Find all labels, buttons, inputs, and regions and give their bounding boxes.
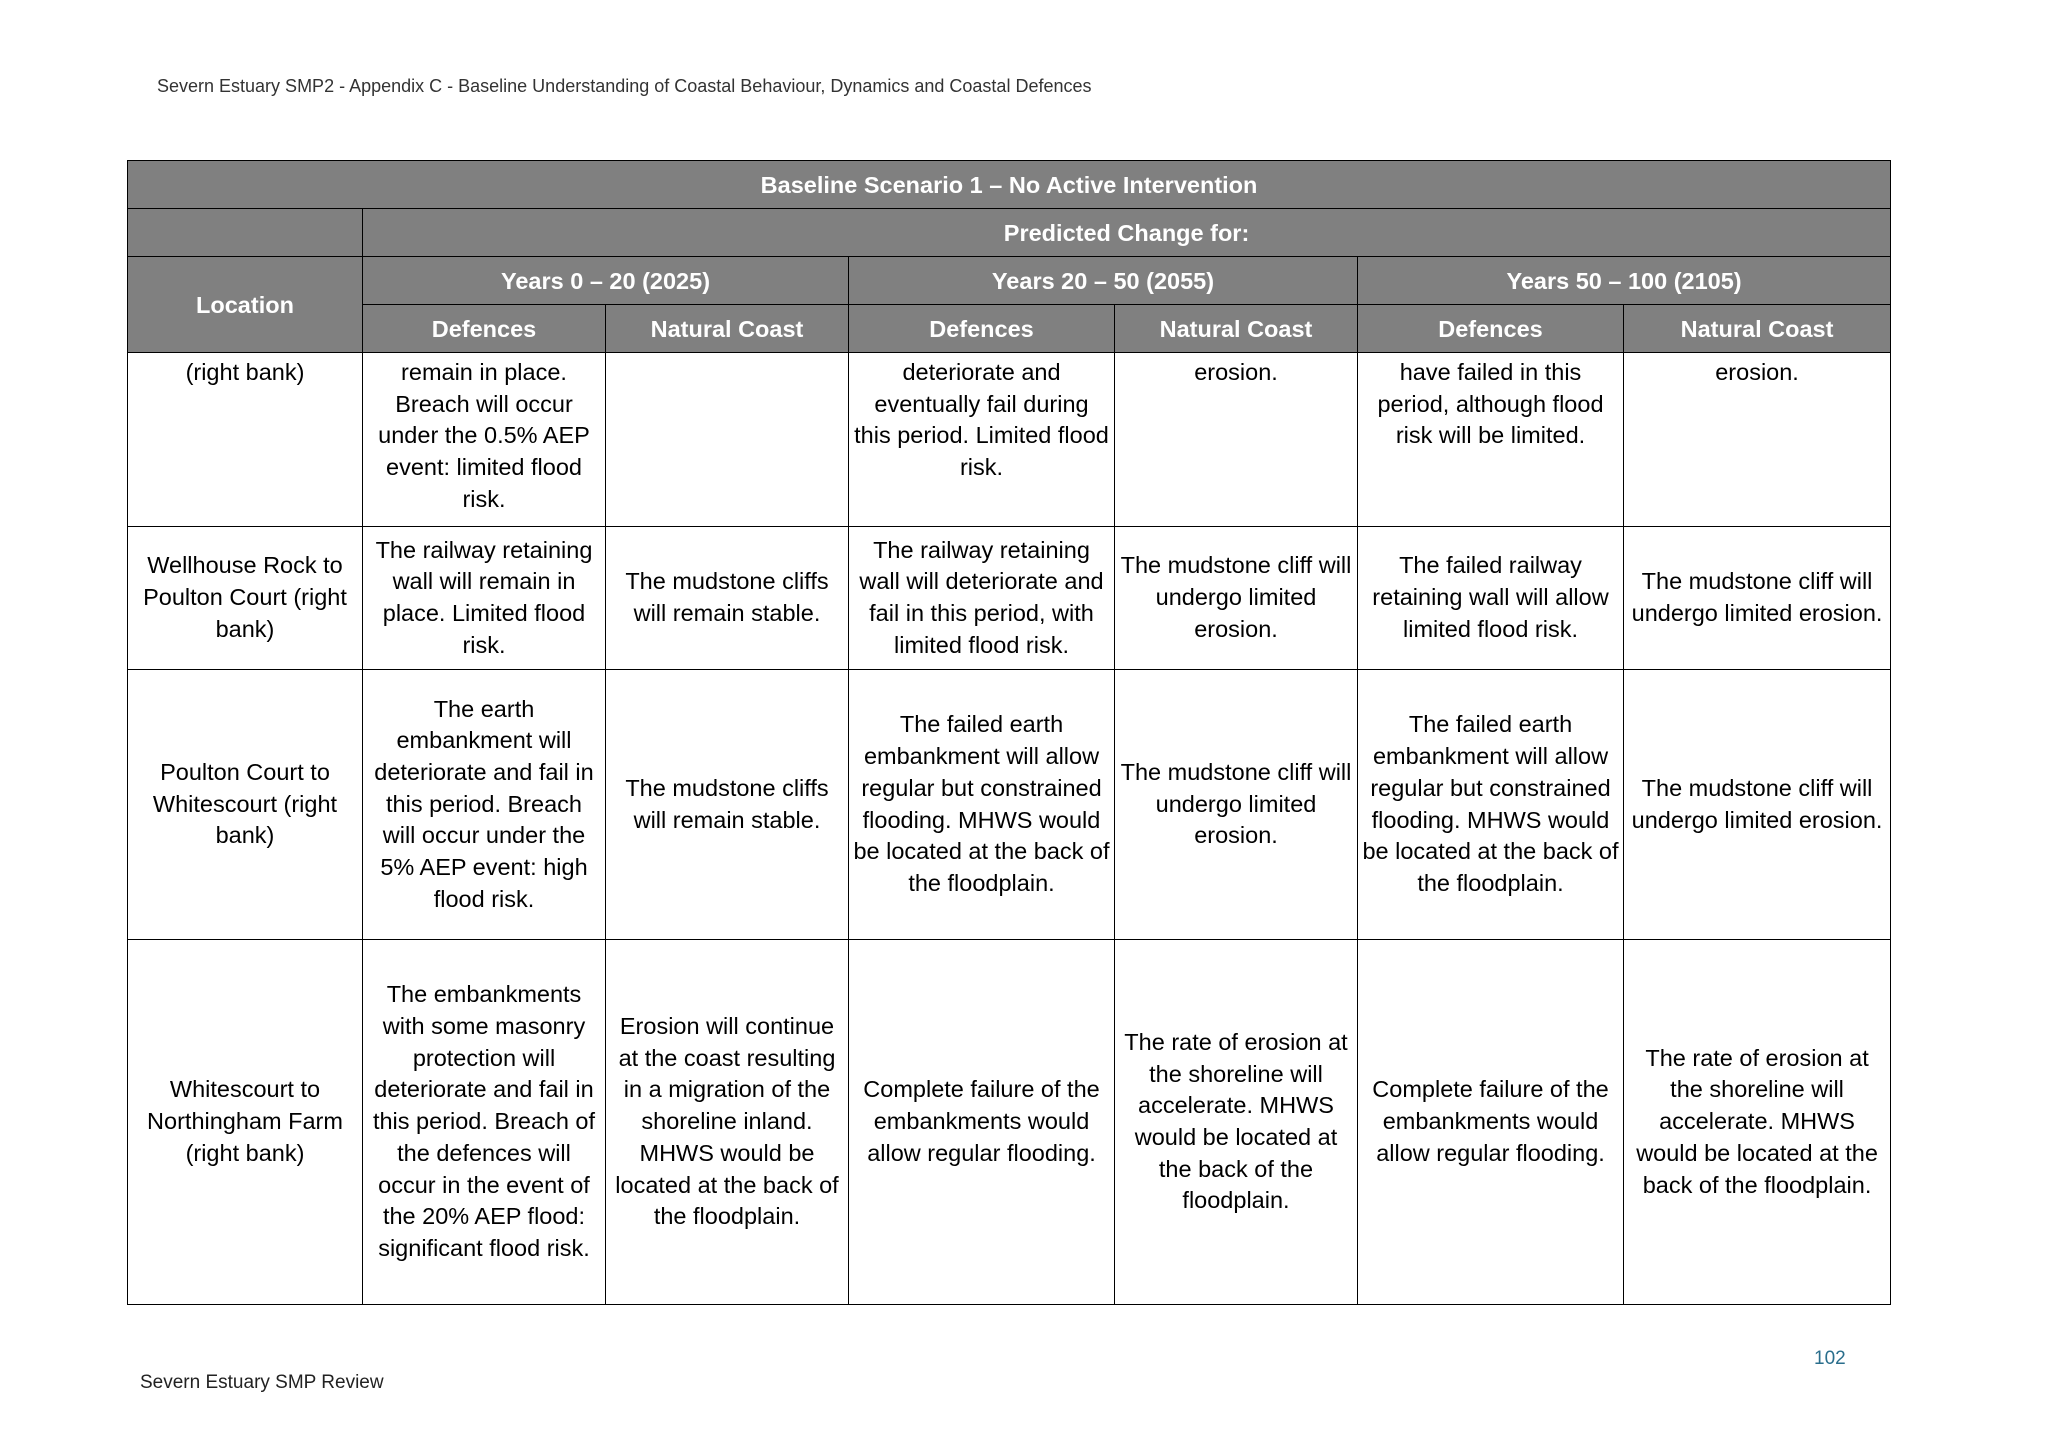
header-blank	[128, 209, 363, 257]
table-cell: Complete failure of the embankments would allow regular flooding.	[849, 940, 1115, 1305]
table-cell: The mudstone cliffs will remain stable.	[606, 670, 849, 940]
table-cell	[606, 353, 849, 527]
table-cell: erosion.	[1624, 353, 1891, 527]
table-cell: Complete failure of the embankments would allow regular flooding.	[1358, 940, 1624, 1305]
table-cell: The earth embankment will deteriorate and fail in this period. Breach will occur under the 5% AEP event: high flood risk.	[363, 670, 606, 940]
location-cell: (right bank)	[128, 353, 363, 527]
table-cell: have failed in this period, although flood risk will be limited.	[1358, 353, 1624, 527]
natural-coast-header: Natural Coast	[1115, 305, 1358, 353]
table-cell: deteriorate and eventually fail during this period. Limited flood risk.	[849, 353, 1115, 527]
table-cell: The mudstone cliff will undergo limited erosion.	[1115, 670, 1358, 940]
location-header: Location	[128, 257, 363, 353]
table-cell: The mudstone cliff will undergo limited erosion.	[1115, 527, 1358, 670]
table-cell: The failed earth embankment will allow regular but constrained flooding. MHWS would be located at the back of the floodplain.	[849, 670, 1115, 940]
table-cell: erosion.	[1115, 353, 1358, 527]
table-cell: The railway retaining wall will deteriorate and fail in this period, with limited flood risk.	[849, 527, 1115, 670]
epoch-header: Years 20 – 50 (2055)	[849, 257, 1358, 305]
page-number: 102	[1814, 1348, 1846, 1369]
baseline-scenario-table	[127, 160, 1891, 1305]
table-title: Baseline Scenario 1 – No Active Intervention	[128, 161, 1891, 209]
location-cell: Poulton Court to Whitescourt (right bank)	[128, 670, 363, 940]
table-cell: The mudstone cliff will undergo limited erosion.	[1624, 527, 1891, 670]
table-cell: The mudstone cliffs will remain stable.	[606, 527, 849, 670]
table-cell: The mudstone cliff will undergo limited erosion.	[1624, 670, 1891, 940]
table-row	[128, 940, 1891, 1305]
table-row	[128, 670, 1891, 940]
table-cell: remain in place. Breach will occur under the 0.5% AEP event: limited flood risk.	[363, 353, 606, 527]
table-cell: The failed railway retaining wall will allow limited flood risk.	[1358, 527, 1624, 670]
table-row	[128, 527, 1891, 670]
epoch-header: Years 50 – 100 (2105)	[1358, 257, 1891, 305]
table-cell: The failed earth embankment will allow regular but constrained flooding. MHWS would be located at the back of the floodplain.	[1358, 670, 1624, 940]
location-cell: Whitescourt to Northingham Farm (right bank)	[128, 940, 363, 1305]
defences-header: Defences	[849, 305, 1115, 353]
document-footer: Severn Estuary SMP Review	[140, 1372, 384, 1393]
table-cell: The embankments with some masonry protection will deteriorate and fail in this period. Breach of the defences will occur in the event of the 20% AEP flood: significant flood risk.	[363, 940, 606, 1305]
natural-coast-header: Natural Coast	[606, 305, 849, 353]
defences-header: Defences	[363, 305, 606, 353]
document-header: Severn Estuary SMP2 - Appendix C - Baseline Understanding of Coastal Behaviour, Dynamics and Coastal Defences	[157, 76, 1092, 96]
natural-coast-header: Natural Coast	[1624, 305, 1891, 353]
location-cell: Wellhouse Rock to Poulton Court (right bank)	[128, 527, 363, 670]
epoch-header: Years 0 – 20 (2025)	[363, 257, 849, 305]
table-cell: The rate of erosion at the shoreline will accelerate. MHWS would be located at the back of the floodplain.	[1624, 940, 1891, 1305]
table-row	[128, 353, 1891, 527]
predicted-change-header: Predicted Change for:	[363, 209, 1891, 257]
table-cell: The rate of erosion at the shoreline will accelerate. MHWS would be located at the back of the floodplain.	[1115, 940, 1358, 1305]
table-cell: Erosion will continue at the coast resulting in a migration of the shoreline inland. MHWS would be located at the back of the floodplain.	[606, 940, 849, 1305]
table-cell: The railway retaining wall will remain in place. Limited flood risk.	[363, 527, 606, 670]
defences-header: Defences	[1358, 305, 1624, 353]
